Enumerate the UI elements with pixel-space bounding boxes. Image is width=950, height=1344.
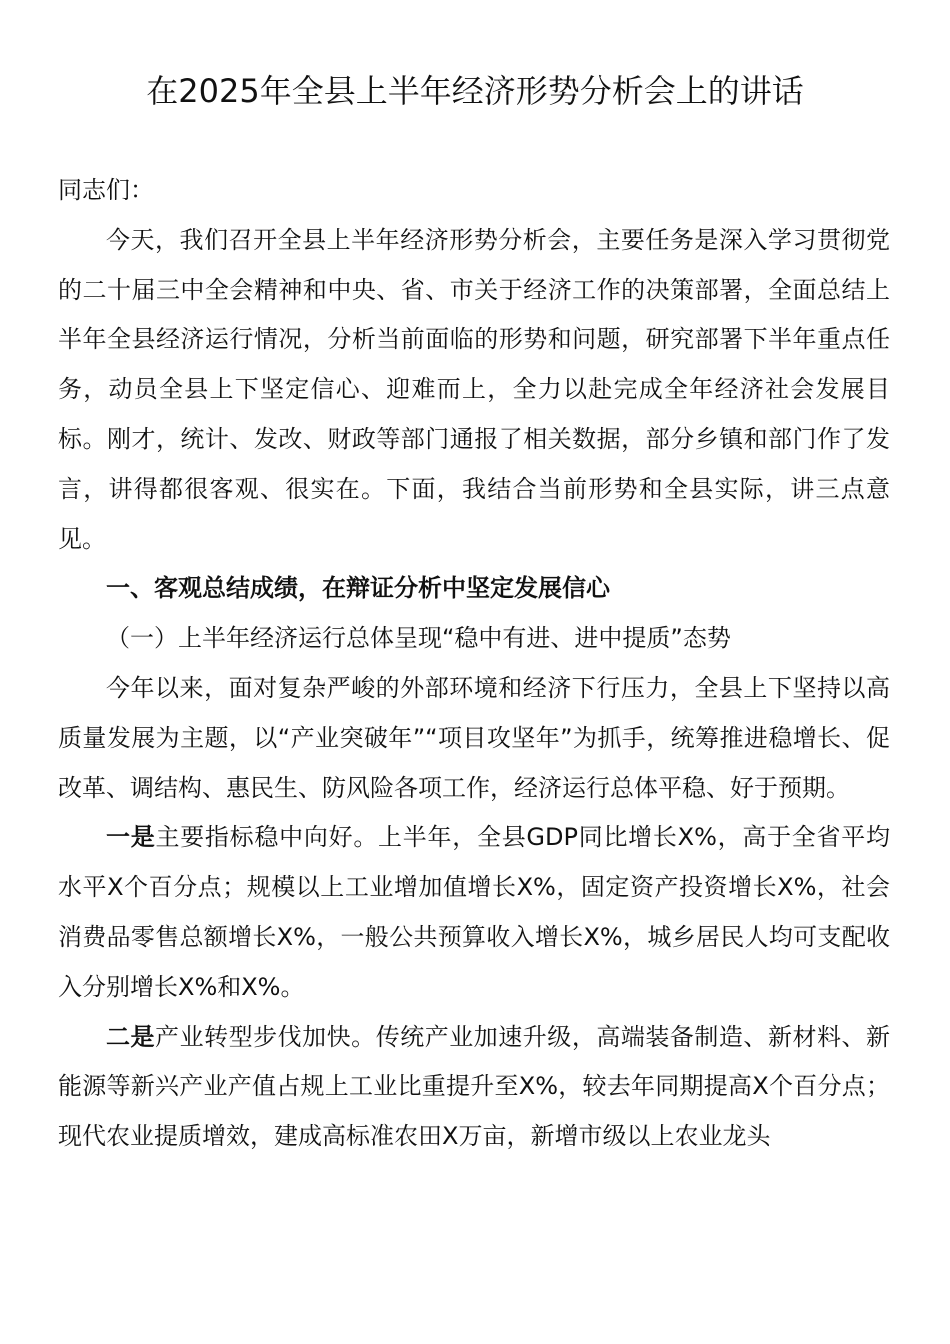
point-2-lead: 二是 (106, 1022, 156, 1051)
document-body (58, 166, 890, 1162)
document-title: 在2025年全县上半年经济形势分析会上的讲话 (146, 72, 804, 110)
section-heading-1: 一、客观总结成绩，在辩证分析中坚定发展信心 (106, 574, 610, 603)
point-1-text: 主要指标稳中向好。上半年，全县GDP同比增长X%，高于全省平均水平X个百分点；规模以上工业增加值增长X%，固定资产投资增长X%，社会消费品零售总额增长X%，一般公共预算收入增长X%，城乡居民人均可支配收入分别增长X%和X%。 (58, 823, 891, 1001)
point-2-paragraph (58, 1013, 890, 1162)
point-1-paragraph (58, 813, 890, 1012)
subsection-heading-1: （一）上半年经济运行总体呈现“稳中有进、进中提质”态势 (106, 624, 731, 653)
paragraph-1: 今年以来，面对复杂严峻的外部环境和经济下行压力，全县上下坚持以高质量发展为主题，以“产业突破年”“项目攻坚年”为抓手，统筹推进稳增长、促改革、调结构、惠民生、防风险各项工作，经济运行总体平稳、好于预期。 (58, 673, 890, 802)
point-1-lead: 一是 (106, 823, 156, 852)
point-2-text: 产业转型步伐加快。传统产业加速升级，高端装备制造、新材料、新能源等新兴产业产值占规上工业比重提升至X%，较去年同期提高X个百分点；现代农业提质增效，建成高标准农田X万亩，新增市级以上农业龙头 (58, 1022, 891, 1151)
salutation: 同志们： (58, 176, 154, 204)
intro-paragraph: 今天，我们召开全县上半年经济形势分析会，主要任务是深入学习贯彻党的二十届三中全会精神和中央、省、市关于经济工作的决策部署，全面总结上半年全县经济运行情况，分析当前面临的形势和问题，研究部署下半年重点任务，动员全县上下坚定信心、迎难而上，全力以赴完成全年经济社会发展目标。刚才，统计、发改、财政等部门通报了相关数据，部分乡镇和部门作了发言，讲得都很客观、很实在。下面，我结合当前形势和全县实际，讲三点意见。 (58, 225, 890, 553)
